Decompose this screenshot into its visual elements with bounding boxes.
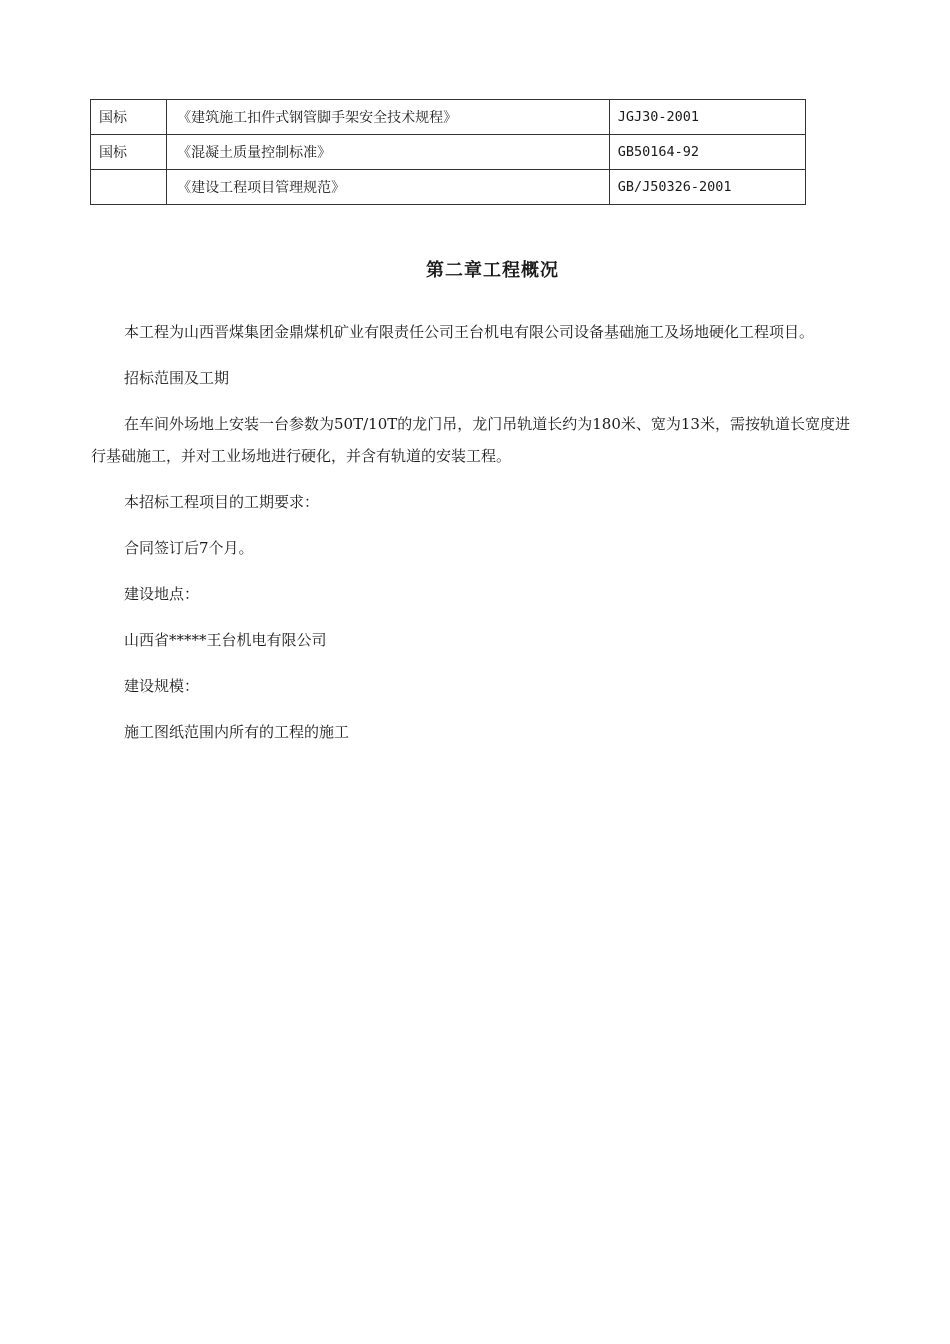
scope-heading: 招标范围及工期: [124, 369, 230, 387]
chapter-title: 第二章工程概况: [426, 260, 559, 281]
period-heading: 本招标工程项目的工期要求：: [124, 493, 320, 511]
standard-category: 国标: [91, 100, 167, 135]
location-heading: 建设地点：: [124, 585, 200, 603]
standard-name: 《混凝土质量控制标准》: [167, 135, 610, 170]
scale-paragraph: 施工图纸范围内所有的工程的施工: [124, 723, 350, 741]
chapter-body: [91, 316, 861, 762]
standards-table: [90, 99, 806, 205]
scope-paragraph: 在车间外场地上安装一台参数为50T/10T的龙门吊，龙门吊轨道长约为180米、宽为13米，需按轨道长宽度进行基础施工，并对工业场地进行硬化，并含有轨道的安装工程。: [91, 415, 850, 465]
standard-category: 国标: [91, 135, 167, 170]
intro-paragraph: 本工程为山西晋煤集团金鼎煤机矿业有限责任公司王台机电有限公司设备基础施工及场地硬化工程项目。: [124, 323, 815, 341]
location-paragraph: 山西省*****王台机电有限公司: [124, 631, 327, 649]
standard-name: 《建设工程项目管理规范》: [167, 170, 610, 205]
table-row: [91, 100, 806, 135]
standard-name: 《建筑施工扣件式钢管脚手架安全技术规程》: [167, 100, 610, 135]
standard-code: GB50164-92: [609, 135, 805, 170]
period-paragraph: 合同签订后7个月。: [124, 539, 254, 557]
standard-code: GB/J50326-2001: [609, 170, 805, 205]
standard-code: JGJ30-2001: [609, 100, 805, 135]
standard-category: [91, 170, 167, 205]
scale-heading: 建设规模：: [124, 677, 200, 695]
table-row: [91, 135, 806, 170]
table-row: [91, 170, 806, 205]
